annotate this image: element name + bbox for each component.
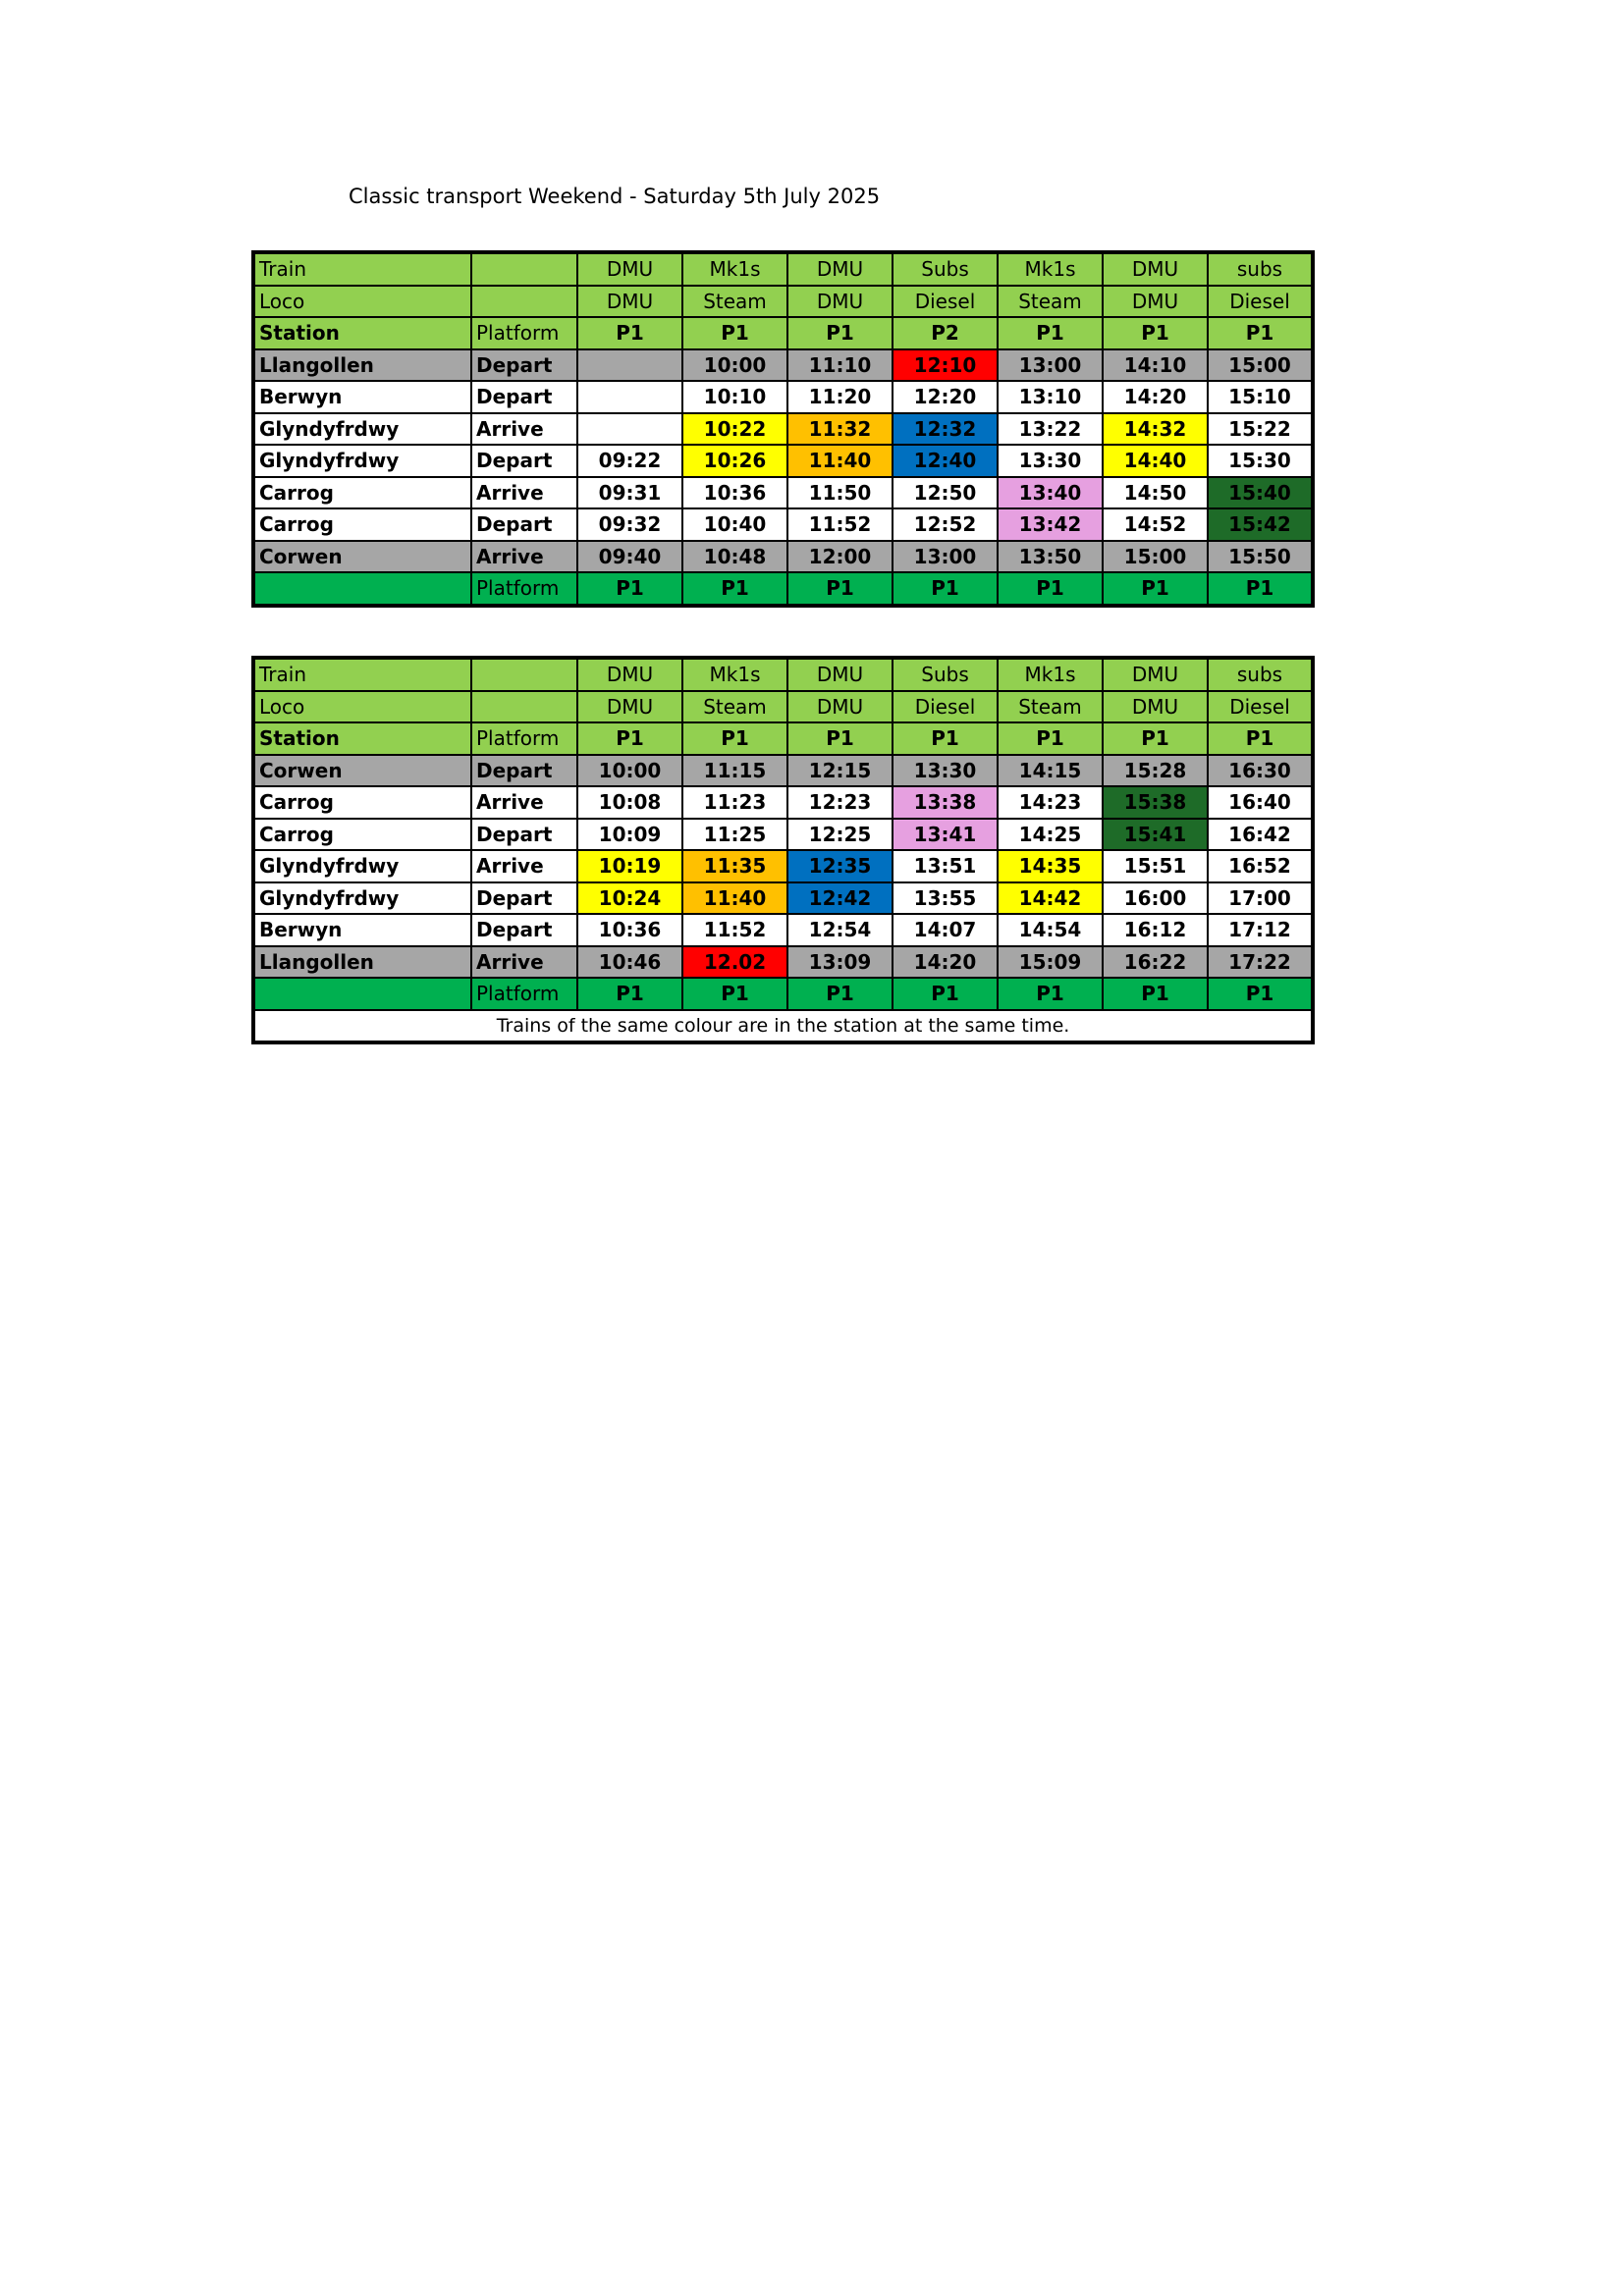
event-cell: Arrive [471,541,577,573]
time-cell: DMU [1103,252,1208,286]
time-cell: 14:50 [1103,477,1208,509]
time-cell: 16:00 [1103,882,1208,915]
table-row [253,882,1313,915]
time-cell: 12.02 [682,946,787,979]
event-cell: Arrive [471,786,577,819]
time-cell: 16:52 [1208,850,1313,882]
time-cell: 10:36 [577,914,682,946]
table-row [253,946,1313,979]
time-cell: 10:26 [682,445,787,477]
event-cell: Depart [471,914,577,946]
time-cell: 15:42 [1208,508,1313,541]
event-cell: Arrive [471,850,577,882]
time-cell: 13:42 [998,508,1103,541]
time-cell: 12:42 [787,882,893,915]
time-cell: subs [1208,252,1313,286]
time-cell: 15:09 [998,946,1103,979]
time-cell: Diesel [893,286,998,318]
station-cell: Carrog [253,786,471,819]
station-cell [253,572,471,606]
station-cell: Carrog [253,819,471,851]
time-cell: P1 [787,978,893,1010]
time-cell: P1 [787,722,893,755]
timetable-corwen-to-llangollen [251,656,1315,1044]
time-cell: 13:51 [893,850,998,882]
time-cell: Subs [893,658,998,691]
note-row [253,1010,1313,1043]
time-cell: 10:48 [682,541,787,573]
time-cell: P1 [577,978,682,1010]
time-cell: P1 [787,317,893,349]
time-cell: 12:25 [787,819,893,851]
time-cell [577,381,682,413]
time-cell: 09:32 [577,508,682,541]
time-cell: 12:32 [893,413,998,446]
table-row [253,691,1313,723]
table-row [253,286,1313,318]
time-cell: Subs [893,252,998,286]
time-cell: P1 [1208,722,1313,755]
time-cell: 14:25 [998,819,1103,851]
time-cell: 13:00 [893,541,998,573]
time-cell: P2 [893,317,998,349]
time-cell: 14:20 [1103,381,1208,413]
time-cell: 11:10 [787,349,893,382]
time-cell: 10:22 [682,413,787,446]
event-cell: Platform [471,572,577,606]
timetable-llangollen-to-corwen [251,250,1315,608]
time-cell: 11:40 [682,882,787,915]
time-cell: 14:40 [1103,445,1208,477]
time-cell: 13:09 [787,946,893,979]
time-cell: P1 [787,572,893,606]
time-cell: 11:40 [787,445,893,477]
time-cell: 12:20 [893,381,998,413]
time-cell: P1 [682,978,787,1010]
time-cell: 11:20 [787,381,893,413]
time-cell: DMU [577,658,682,691]
time-cell: 13:00 [998,349,1103,382]
time-cell: 15:38 [1103,786,1208,819]
event-cell: Arrive [471,413,577,446]
time-cell: 11:23 [682,786,787,819]
time-cell: 17:22 [1208,946,1313,979]
time-cell: P1 [998,978,1103,1010]
time-cell: 13:22 [998,413,1103,446]
station-cell: Station [253,722,471,755]
time-cell: 12:10 [893,349,998,382]
event-cell: Arrive [471,946,577,979]
time-cell: DMU [787,658,893,691]
time-cell: DMU [1103,286,1208,318]
time-cell: Mk1s [998,658,1103,691]
time-cell: P1 [998,572,1103,606]
time-cell: 09:31 [577,477,682,509]
time-cell: 16:12 [1103,914,1208,946]
table-row [253,819,1313,851]
time-cell: 11:15 [682,755,787,787]
time-cell: P1 [577,722,682,755]
time-cell: Steam [998,691,1103,723]
table-row [253,477,1313,509]
time-cell: DMU [577,691,682,723]
time-cell: 12:54 [787,914,893,946]
event-cell: Depart [471,755,577,787]
time-cell: P1 [682,317,787,349]
time-cell: 14:42 [998,882,1103,915]
time-cell: DMU [787,252,893,286]
station-cell: Glyndyfrdwy [253,413,471,446]
station-cell: Berwyn [253,381,471,413]
colour-note: Trains of the same colour are in the station at the same time. [253,1010,1313,1043]
time-cell: 15:28 [1103,755,1208,787]
time-cell: 12:40 [893,445,998,477]
time-cell: 10:10 [682,381,787,413]
time-cell: 11:32 [787,413,893,446]
time-cell: 13:40 [998,477,1103,509]
station-cell: Glyndyfrdwy [253,850,471,882]
time-cell: 13:30 [893,755,998,787]
time-cell: P1 [998,722,1103,755]
time-cell: 16:40 [1208,786,1313,819]
time-cell: 10:19 [577,850,682,882]
time-cell: Mk1s [998,252,1103,286]
time-cell: 10:08 [577,786,682,819]
time-cell: 13:10 [998,381,1103,413]
time-cell: 15:40 [1208,477,1313,509]
time-cell: 12:50 [893,477,998,509]
event-cell: Depart [471,819,577,851]
event-cell: Depart [471,445,577,477]
time-cell: P1 [1103,978,1208,1010]
time-cell: 13:50 [998,541,1103,573]
station-cell: Berwyn [253,914,471,946]
table-row [253,786,1313,819]
time-cell: 12:52 [893,508,998,541]
time-cell: Diesel [1208,286,1313,318]
station-cell: Train [253,658,471,691]
time-cell: 16:42 [1208,819,1313,851]
time-cell: P1 [577,572,682,606]
time-cell: Steam [998,286,1103,318]
time-cell: 11:52 [787,508,893,541]
event-cell: Arrive [471,477,577,509]
table-row [253,445,1313,477]
table-row [253,349,1313,382]
time-cell: P1 [1208,572,1313,606]
event-cell: Depart [471,508,577,541]
time-cell: 11:35 [682,850,787,882]
time-cell: 12:00 [787,541,893,573]
table-row [253,850,1313,882]
station-cell: Loco [253,691,471,723]
time-cell: 14:35 [998,850,1103,882]
station-cell: Corwen [253,541,471,573]
event-cell [471,658,577,691]
table-row [253,722,1313,755]
time-cell: 15:00 [1103,541,1208,573]
table-row [253,978,1313,1010]
table-row [253,252,1313,286]
event-cell [471,252,577,286]
time-cell: Steam [682,691,787,723]
event-cell [471,286,577,318]
station-cell [253,978,471,1010]
time-cell: 15:51 [1103,850,1208,882]
event-cell: Depart [471,381,577,413]
event-cell: Depart [471,349,577,382]
time-cell: 11:52 [682,914,787,946]
time-cell: 14:32 [1103,413,1208,446]
event-cell [471,691,577,723]
time-cell: Mk1s [682,252,787,286]
time-cell: DMU [787,691,893,723]
event-cell: Depart [471,882,577,915]
time-cell: 12:35 [787,850,893,882]
time-cell: P1 [893,572,998,606]
time-cell: 10:00 [577,755,682,787]
time-cell: 12:15 [787,755,893,787]
time-cell: P1 [1103,572,1208,606]
table-row [253,541,1313,573]
time-cell: 15:10 [1208,381,1313,413]
event-cell: Platform [471,317,577,349]
time-cell: DMU [787,286,893,318]
time-cell: 10:24 [577,882,682,915]
time-cell: 15:00 [1208,349,1313,382]
time-cell: 17:00 [1208,882,1313,915]
time-cell: 14:52 [1103,508,1208,541]
table-row [253,381,1313,413]
station-cell: Station [253,317,471,349]
time-cell: 10:36 [682,477,787,509]
time-cell: Diesel [893,691,998,723]
table-row [253,413,1313,446]
time-cell: 10:09 [577,819,682,851]
time-cell: 14:23 [998,786,1103,819]
station-cell: Corwen [253,755,471,787]
table-row [253,914,1313,946]
station-cell: Llangollen [253,946,471,979]
table-row [253,508,1313,541]
time-cell: 12:23 [787,786,893,819]
page-title: Classic transport Weekend - Saturday 5th July 2025 [349,185,881,208]
time-cell [577,413,682,446]
time-cell: 14:54 [998,914,1103,946]
time-cell: 15:50 [1208,541,1313,573]
table-row [253,658,1313,691]
time-cell: 09:22 [577,445,682,477]
time-cell: 13:41 [893,819,998,851]
table-row [253,755,1313,787]
time-cell: DMU [1103,691,1208,723]
time-cell: 13:38 [893,786,998,819]
time-cell: P1 [577,317,682,349]
time-cell: P1 [1208,978,1313,1010]
time-cell: 10:46 [577,946,682,979]
time-cell: 14:07 [893,914,998,946]
time-cell: 15:30 [1208,445,1313,477]
time-cell: 17:12 [1208,914,1313,946]
time-cell: DMU [577,286,682,318]
time-cell: 10:40 [682,508,787,541]
event-cell: Platform [471,978,577,1010]
time-cell: P1 [893,722,998,755]
station-cell: Loco [253,286,471,318]
station-cell: Train [253,252,471,286]
time-cell: 16:22 [1103,946,1208,979]
time-cell: DMU [577,252,682,286]
time-cell: P1 [1103,317,1208,349]
time-cell: Diesel [1208,691,1313,723]
table-row [253,317,1313,349]
event-cell: Platform [471,722,577,755]
time-cell: 13:55 [893,882,998,915]
time-cell: 16:30 [1208,755,1313,787]
time-cell: 10:00 [682,349,787,382]
time-cell: P1 [1103,722,1208,755]
station-cell: Glyndyfrdwy [253,445,471,477]
time-cell: DMU [1103,658,1208,691]
time-cell: subs [1208,658,1313,691]
station-cell: Llangollen [253,349,471,382]
station-cell: Carrog [253,477,471,509]
table-row [253,572,1313,606]
time-cell: P1 [1208,317,1313,349]
time-cell: 11:25 [682,819,787,851]
time-cell: 13:30 [998,445,1103,477]
time-cell: P1 [998,317,1103,349]
station-cell: Carrog [253,508,471,541]
time-cell: 15:41 [1103,819,1208,851]
time-cell: 15:22 [1208,413,1313,446]
time-cell: Steam [682,286,787,318]
time-cell: P1 [893,978,998,1010]
time-cell: 11:50 [787,477,893,509]
time-cell: P1 [682,722,787,755]
time-cell: 14:15 [998,755,1103,787]
time-cell [577,349,682,382]
time-cell: P1 [682,572,787,606]
time-cell: Mk1s [682,658,787,691]
time-cell: 09:40 [577,541,682,573]
station-cell: Glyndyfrdwy [253,882,471,915]
time-cell: 14:10 [1103,349,1208,382]
time-cell: 14:20 [893,946,998,979]
